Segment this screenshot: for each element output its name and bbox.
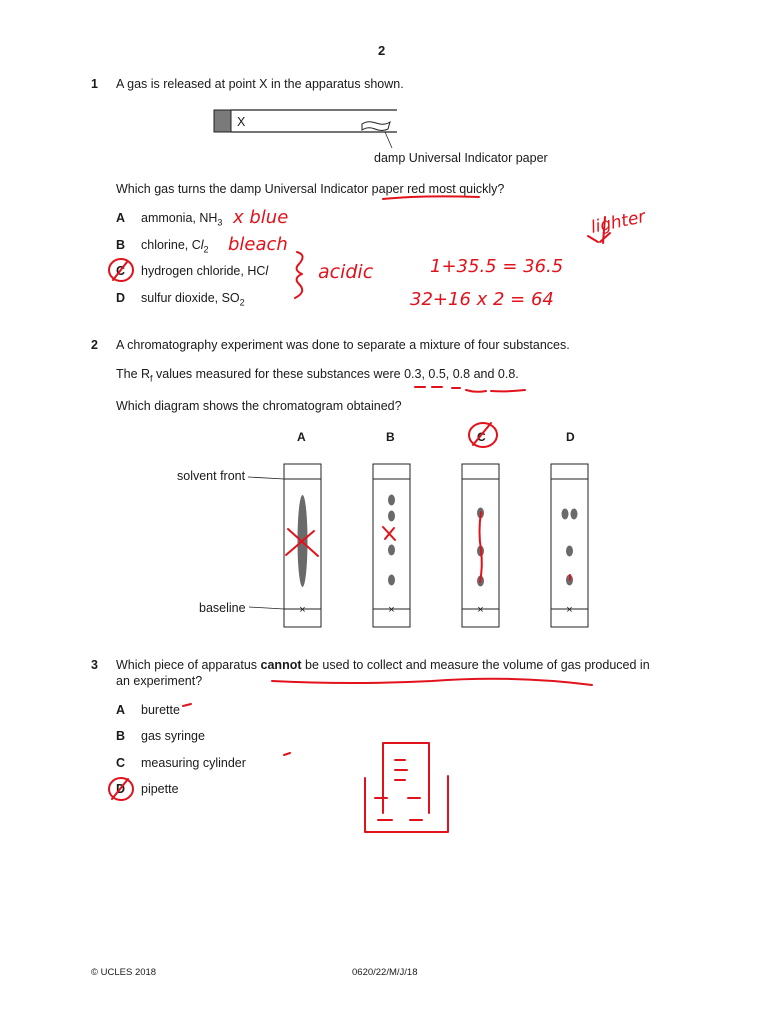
- chromatogram-label-a: A: [297, 430, 306, 444]
- question-3-stem-line2: an experiment?: [116, 674, 203, 688]
- tick-measuring-cylinder: [284, 753, 290, 755]
- note-b-bleach: bleach: [228, 234, 288, 255]
- tick-burette: [183, 704, 191, 706]
- q1-option-d-letter: D: [116, 291, 126, 305]
- question-2-question: Which diagram shows the chromatogram obtained?: [116, 399, 402, 413]
- note-calc-2: 32+16 x 2 = 64: [410, 289, 554, 310]
- question-3-stem-line1: Which piece of apparatus cannot be used to collect and measure the volume of gas produced in: [116, 658, 650, 672]
- footer-paper-code: 0620/22/M/J/18: [352, 967, 418, 978]
- page-number: 2: [378, 43, 386, 58]
- q3-option-c-letter: C: [116, 756, 126, 770]
- question-2-number: 2: [91, 338, 98, 352]
- q3-option-d-text: pipette: [141, 782, 179, 796]
- question-1-stem: A gas is released at point X in the apparatus shown.: [116, 77, 404, 91]
- q1-option-c-text: hydrogen chloride, HCl: [141, 264, 269, 278]
- q1-option-a-text: ammonia, $NH_3$: [141, 211, 223, 228]
- q1-option-b-letter: B: [116, 238, 126, 252]
- note-calc-1: 1+35.5 = 36.5: [430, 256, 564, 277]
- note-acidic: acidic: [318, 261, 374, 283]
- underline-cannot-measure: [272, 679, 592, 685]
- indicator-paper-label: damp Universal Indicator paper: [374, 151, 548, 165]
- q3-option-c-text: measuring cylinder: [141, 756, 246, 770]
- chromatogram-label-c: C: [477, 430, 486, 444]
- svg-text:×: ×: [566, 604, 573, 616]
- q3-option-a-letter: A: [116, 703, 126, 717]
- solvent-front-label: solvent front: [177, 469, 246, 483]
- chromatogram-label-b: B: [386, 430, 395, 444]
- q1-option-a-letter: A: [116, 211, 126, 225]
- svg-text:×: ×: [299, 604, 306, 616]
- svg-text:×: ×: [388, 604, 395, 616]
- chromatogram-label-d: D: [566, 430, 575, 444]
- question-3-number: 3: [91, 658, 98, 672]
- q1-option-b-text: chlorine, $Cl_2$: [141, 238, 209, 255]
- question-1-number: 1: [91, 77, 98, 91]
- answer-d-q3-slash: [112, 779, 128, 799]
- q3-option-b-text: gas syringe: [141, 729, 205, 743]
- svg-text:×: ×: [477, 604, 484, 616]
- footer-copyright: © UCLES 2018: [91, 967, 157, 978]
- tube-label-x: X: [237, 115, 246, 129]
- q3-option-b-letter: B: [116, 729, 126, 743]
- question-2-rf-line: The $R_f$ values measured for these substances were 0.3, 0.5, 0.8 and 0.8.: [116, 367, 519, 384]
- question-1-question: Which gas turns the damp Universal Indicator paper red most quickly?: [116, 182, 505, 196]
- sketch-gas-collection: [365, 743, 448, 832]
- q1-option-c-letter: C: [116, 264, 126, 278]
- question-2-stem: A chromatography experiment was done to separate a mixture of four substances.: [116, 338, 570, 352]
- q3-option-d-letter: D: [116, 782, 126, 796]
- q3-option-a-text: burette: [141, 703, 180, 717]
- note-a-blue: x blue: [233, 207, 289, 228]
- q1-option-d-text: sulfur dioxide, $SO_2$: [141, 291, 245, 308]
- note-lighter: lighter: [589, 206, 648, 238]
- baseline-label: baseline: [199, 601, 246, 615]
